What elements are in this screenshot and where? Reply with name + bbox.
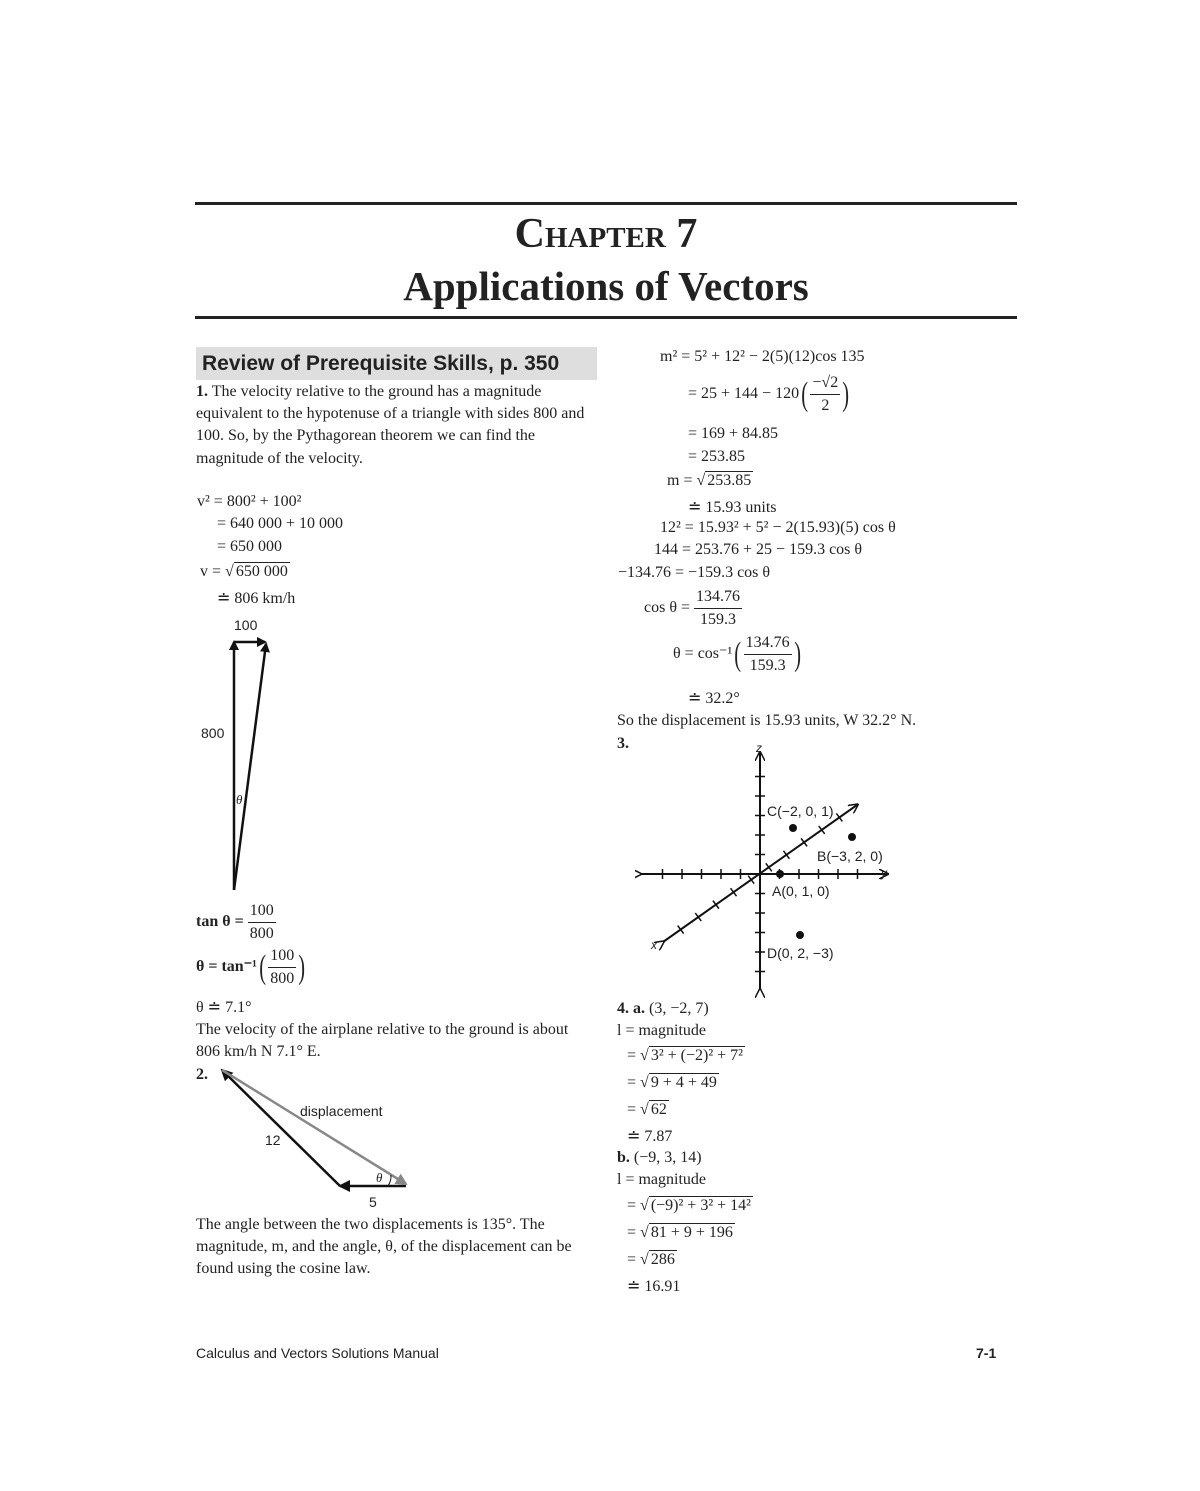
- q1-theta-result: θ ≐ 7.1°: [196, 999, 252, 1016]
- footer-title: Calculus and Vectors Solutions Manual: [196, 1345, 439, 1361]
- q3-axes-diagram: [635, 745, 895, 1000]
- q2-c5: θ = cos⁻¹( $\frac{134.76}{159.3}$ ): [673, 632, 803, 677]
- q2-m2-den: 2: [821, 397, 830, 414]
- q4b-heading: b. (−9, 3, 14): [617, 1149, 702, 1166]
- q2-c4-num: 134.76: [694, 586, 742, 609]
- q1-eq5: ≐ 806 km/h: [217, 590, 296, 607]
- q1-theta-den: 800: [270, 970, 295, 987]
- q4b-r1: = √ (−9)² + 3² + 14²: [627, 1197, 751, 1214]
- bottom-rule: [195, 316, 1017, 319]
- chapter-label: Chapter 7: [514, 211, 698, 257]
- q1-conclusion: The velocity of the airplane relative to the ground is about 806 km/h N 7.1° E.: [196, 1021, 569, 1061]
- q2-label-theta: θ: [376, 1170, 383, 1185]
- q3-label-c: C(−2, 0, 1): [767, 803, 834, 819]
- q1-text: The velocity relative to the ground has a magnitude equivalent to the hypotenuse of a triangle with sides 800 and 100. So, by the Pythagorean theorem we can find the magnitude of the velocity.: [196, 383, 585, 467]
- q1-tan-den: 800: [249, 925, 274, 942]
- q1-eq2: = 640 000 + 10 000: [217, 515, 344, 532]
- q2-conclusion: So the displacement is 15.93 units, W 32.2° N.: [617, 712, 917, 729]
- q2-c1: 12² = 15.93² + 5² − 2(15.93)(5) cos θ: [660, 519, 896, 536]
- q1-tan-eq: tan θ = $\frac{100}{800}$: [196, 900, 276, 945]
- q2-paragraph: The angle between the two displacements is 135°. The magnitude, m, and the angle, θ, of the displacement can be found using the cosine law.: [196, 1216, 572, 1278]
- q2-vector-displacement: [222, 1070, 406, 1184]
- q2-c6: ≐ 32.2°: [688, 690, 740, 707]
- section-heading: Review of Prerequisite Skills, p. 350: [196, 347, 597, 380]
- q3-label-z: z: [756, 741, 762, 755]
- q1-eq3: = 650 000: [217, 538, 283, 555]
- q1-vector-diagram: [195, 612, 305, 897]
- q3-point-a: [776, 870, 784, 878]
- q2-m1: m² = 5² + 12² − 2(5)(12)cos 135: [660, 348, 865, 365]
- axis-tick: [766, 863, 772, 871]
- axis-tick: [783, 851, 789, 859]
- axis-tick: [695, 913, 701, 921]
- q3-label-y: y: [881, 866, 887, 880]
- q4b-result: ≐ 16.91: [627, 1278, 681, 1295]
- q1-label-theta: θ: [236, 792, 243, 807]
- q2-m5-radicand: 253.85: [707, 472, 752, 489]
- q2-label-displacement: displacement: [300, 1103, 383, 1119]
- q2-c4: cos θ = $\frac{134.76}{159.3}$: [644, 586, 742, 631]
- q1-vector-resultant: [234, 644, 266, 890]
- q4b-r2: = √ 81 + 9 + 196: [627, 1224, 733, 1241]
- q4a-r2-radicand: 9 + 4 + 49: [650, 1074, 717, 1091]
- q4b-r1-radicand: (−9)² + 3² + 14²: [650, 1197, 751, 1214]
- q1-label-100: 100: [234, 617, 258, 633]
- q3-label-d: D(0, 2, −3): [767, 945, 834, 961]
- axis-tick: [713, 901, 719, 909]
- q1-number: 1.: [196, 383, 208, 400]
- q4a-r2: = √ 9 + 4 + 49: [627, 1074, 717, 1091]
- q1-paragraph: [196, 381, 596, 470]
- q2-m3: = 169 + 84.85: [688, 425, 779, 442]
- axis-tick: [819, 826, 825, 834]
- q4a-heading: 4. a. (3, −2, 7): [617, 1000, 709, 1017]
- q4a-r3: = √ 62: [627, 1101, 667, 1118]
- q3-point-d: [796, 931, 804, 939]
- axis-tick: [836, 813, 842, 821]
- q2-angle-arc: [388, 1175, 391, 1186]
- q3-point-c: [789, 824, 797, 832]
- q1-eq4-radicand: 650 000: [235, 563, 288, 580]
- q4b-r3-radicand: 286: [650, 1251, 675, 1268]
- q4a-vector: (3, −2, 7): [649, 1000, 709, 1017]
- q3-label-x: x: [651, 938, 657, 952]
- axis-tick: [678, 926, 684, 934]
- q4a-r3-radicand: 62: [650, 1101, 667, 1118]
- q3-label-a: A(0, 1, 0): [772, 883, 830, 899]
- axis-tick: [731, 888, 737, 896]
- q2-vector-diagram: [210, 1062, 420, 1197]
- q2-c4-den: 159.3: [700, 611, 737, 628]
- q1-theta-num: 100: [268, 945, 296, 968]
- q2-m6: ≐ 15.93 units: [688, 499, 777, 516]
- q4a-r1: = √ 3² + (−2)² + 7²: [627, 1047, 743, 1064]
- q2-c2: 144 = 253.76 + 25 − 159.3 cos θ: [654, 541, 863, 558]
- q4b-r3: = √ 286: [627, 1251, 675, 1268]
- q2-c3: −134.76 = −159.3 cos θ: [618, 564, 771, 581]
- q2-number: 2.: [196, 1066, 208, 1083]
- q3-point-b: [848, 833, 856, 841]
- q2-m2: = 25 + 144 − 120( $\frac{-√2}{2}$ ): [688, 372, 852, 417]
- q3-number: 3.: [617, 735, 629, 752]
- q2-m2-num: −√2: [810, 372, 840, 395]
- q2-label-12: 12: [265, 1132, 281, 1148]
- q2-c5-den: 159.3: [749, 657, 786, 674]
- q1-theta-eq: θ = tan⁻¹( $\frac{100}{800}$ ): [196, 945, 308, 990]
- footer-page-number: 7-1: [976, 1345, 997, 1361]
- q1-eq1: v² = 800² + 100²: [197, 493, 302, 510]
- q1-label-800: 800: [201, 725, 225, 741]
- q2-c5-num: 134.76: [744, 632, 792, 655]
- chapter-title: Applications of Vectors: [403, 263, 809, 309]
- q4b-r2-radicand: 81 + 9 + 196: [650, 1224, 733, 1241]
- axis-tick: [801, 838, 807, 846]
- top-rule: [195, 202, 1017, 205]
- q2-vector-12: [222, 1070, 340, 1186]
- q2-label-5: 5: [369, 1194, 377, 1210]
- q3-label-b: B(−3, 2, 0): [817, 848, 883, 864]
- q2-m5: m = √ 253.85: [667, 472, 752, 489]
- q1-tan-num: 100: [248, 900, 276, 923]
- q4b-l: l = magnitude: [617, 1171, 707, 1188]
- q4a-l: l = magnitude: [617, 1022, 707, 1039]
- q4a-result: ≐ 7.87: [627, 1128, 673, 1145]
- axis-tick: [748, 876, 754, 884]
- q4b-vector: (−9, 3, 14): [633, 1149, 702, 1166]
- q4a-r1-radicand: 3² + (−2)² + 7²: [650, 1047, 743, 1064]
- q2-m4: = 253.85: [688, 448, 746, 465]
- q1-eq4: v = √ 650 000: [200, 563, 288, 580]
